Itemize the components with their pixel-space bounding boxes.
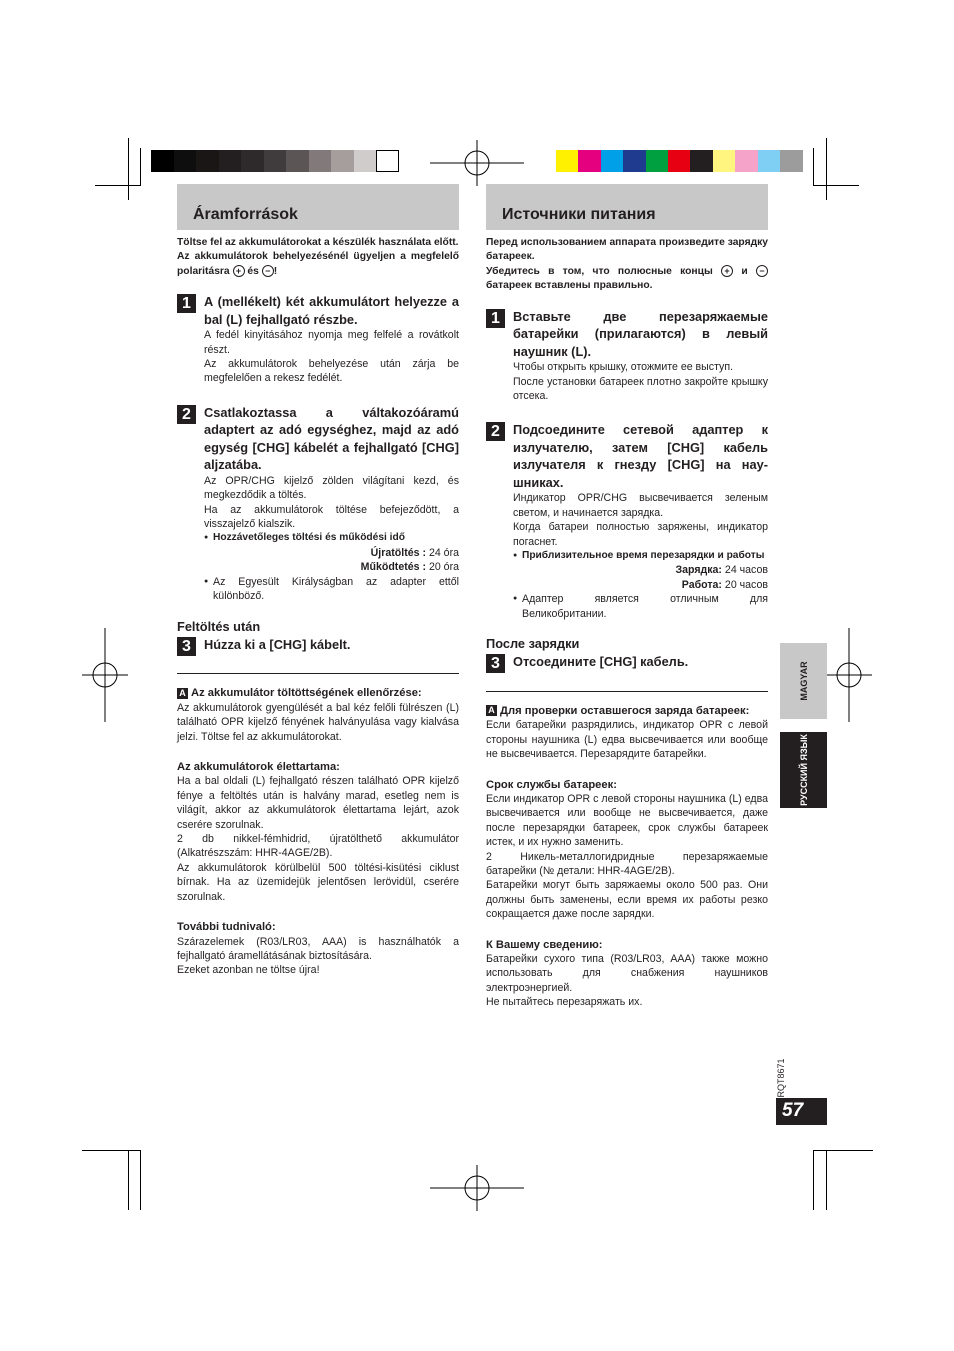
step-title: Вставьте две перезаряжаемые батарейки (прилагаются) в левый наушник (L). <box>513 308 768 359</box>
paragraph: 2 db nikkel-fémhidrid, újratölthető akkumulátor (Alkatrészszám: HHR-4AGE/2B). <box>177 833 459 860</box>
color-swatch <box>623 150 646 172</box>
color-swatch <box>601 150 624 172</box>
note-a-icon: A <box>177 688 188 699</box>
color-swatch <box>668 150 691 172</box>
page-number: 57 <box>776 1098 827 1125</box>
plus-icon: + <box>721 265 733 277</box>
step-title: Отсоедините [CHG] кабель. <box>513 654 689 670</box>
step-number: 1 <box>177 294 196 313</box>
step-text: Чтобы открыть крышку, отожмите ее выступ. <box>513 361 734 374</box>
paragraph: Батарейки могут быть заряжаемы около 500 раз. Они должны быть заменены, если время их работы резко сокращается даже после зарядки. <box>486 879 768 921</box>
note-a-icon: A <box>486 705 497 716</box>
section-heading: Az akkumulátorok élettartama: <box>177 761 340 774</box>
language-tab-russian: РУССКИЙ ЯЗЫК <box>780 732 827 808</box>
section-heading: К Вашему сведению: <box>486 938 603 951</box>
intro-polarity: Az akkumulátorok behelyezésénél ügyeljen a megfelelő polaritásra + és − ! <box>177 251 459 277</box>
subheading: После зарядки <box>486 636 580 651</box>
color-swatch <box>174 150 197 172</box>
section-heading: További tudnivaló: <box>177 921 276 934</box>
registration-mark-left <box>82 628 128 722</box>
right-header <box>486 184 768 230</box>
step-text: Индикатор OPR/CHG высвечивается зеленым светом, и начинается зарядка. <box>513 492 768 519</box>
page-title: Источники питания <box>502 206 656 223</box>
intro-text: Töltse fel az akkumulátorokat a készülék használata előtt. <box>177 237 459 248</box>
color-swatch <box>780 150 803 172</box>
list-item: ● Адаптер является отличным для Великобритании. <box>513 592 768 621</box>
divider <box>486 691 768 692</box>
color-swatch <box>690 150 713 172</box>
time-row: Működtetés : 20 óra <box>360 561 459 574</box>
step-text: Az akkumulátorok behelyezése után zárja be megfelelően a rekesz fedélét. <box>204 358 459 385</box>
list-item: ● Az Egyesült Királyságban az adapter ettől különböző. <box>204 575 459 604</box>
list-item: ● Приблизительное время перезарядки и работы <box>513 549 768 563</box>
step-number: 3 <box>177 637 196 656</box>
paragraph: Если индикатор OPR с левой стороны наушника (L) едва высвечивается или вообще не высвечивается, даже после перезарядки батареек, срок службы батареек истек, и их нужно заменить. <box>486 792 768 849</box>
paragraph: Ha a bal oldali (L) fejhallgató részen található OPR kijelző fénye a feltöltés után is halvány marad, esetleg nem is világít, akkor az akkumulátorok élettartama lejárt, azok cserére szorulnak. <box>177 775 459 831</box>
color-swatch <box>646 150 669 172</box>
plus-icon: + <box>233 265 245 277</box>
color-swatch <box>264 150 287 172</box>
step-text: Ha az akkumulátorok töltése befejeződött, a visszajelző kialszik. <box>204 503 459 531</box>
registration-mark-right <box>826 628 872 722</box>
page-title: Áramforrások <box>193 206 298 223</box>
section-heading: A Для проверки оставшегося заряда батареек: <box>486 704 768 718</box>
color-swatch <box>241 150 264 172</box>
registration-mark-top <box>430 140 524 186</box>
step-text: Az OPR/CHG kijelző zölden világítani kezd, és megkezdődik a töltés. <box>204 474 459 502</box>
divider <box>177 673 459 674</box>
left-header <box>177 184 459 230</box>
color-swatch <box>556 150 579 172</box>
step-2 <box>486 421 768 621</box>
paragraph: Не пытайтесь перезаряжать их. <box>486 996 643 1009</box>
step-title: A (mellékelt) két akkumulátort helyezze a bal (L) fejhallgató részbe. <box>204 294 459 327</box>
list-item: ● Hozzávetőleges töltési és működési idő <box>204 531 459 545</box>
color-swatch <box>713 150 736 172</box>
section-heading: A Az akkumulátor töltöttségének ellenőrzése: <box>177 686 459 700</box>
step-3 <box>486 653 768 671</box>
intro-polarity: Убедитесь в том, что полюсные концы + и − батареек вставлены правильно. <box>486 265 768 294</box>
step-1 <box>486 308 768 404</box>
section-heading: Срок службы батареек: <box>486 778 617 791</box>
paragraph: Ezeket azonban ne töltse újra! <box>177 964 320 977</box>
step-text: Когда батареи полностью заряжены, индикатор погаснет. <box>513 521 768 548</box>
step-text: A fedél kinyitásához nyomja meg felfelé a rovátkolt részt. <box>204 329 459 356</box>
paragraph: Если батарейки разрядились, индикатор OPR с левой стороны наушника (L) едва высвечивается или вообще не высвечивается. Перезарядите батарейки. <box>486 719 768 761</box>
color-swatch <box>578 150 601 172</box>
paragraph: Az akkumulátorok körülbelül 500 töltési-kisütési ciklust bírnak. Ha az üzemidejük jelentősen lerövidül, cserére szorulnak. <box>177 861 459 903</box>
step-number: 2 <box>486 422 505 441</box>
step-title: Csatlakoztassa a váltakozóáramú adaptert az adó egységhez, majd az adó egység [CHG] kábelét a fejhallgató [CHG] aljzatába. <box>204 404 459 473</box>
paragraph: 2 Никель-металлогидридные перезаряжаемые батарейки (№ детали: HHR-4AGE/2B). <box>486 850 768 877</box>
color-swatch <box>151 150 174 172</box>
color-swatch <box>196 150 219 172</box>
step-number: 3 <box>486 654 505 673</box>
document-code: RQT8671 <box>776 1058 786 1098</box>
color-swatch <box>331 150 354 172</box>
color-swatch <box>286 150 309 172</box>
language-tab-magyar: MAGYAR <box>780 643 827 719</box>
paragraph: Батарейки сухого типа (R03/LR03, AAA) также можно использовать для снабжения наушников электроэнергией. <box>486 953 768 994</box>
step-title: Подсоедините сетевой адаптер к излучателю, затем [CHG] кабель излучателя к гнезду [CHG] на наушниках. <box>513 422 768 490</box>
intro-text: Перед использованием аппарата произведите зарядку батареек. <box>486 237 768 263</box>
time-row: Зарядка: 24 часов <box>675 564 768 577</box>
step-title: Húzza ki a [CHG] kábelt. <box>204 636 351 652</box>
minus-icon: − <box>756 265 768 277</box>
registration-mark-bottom <box>430 1165 524 1211</box>
step-text: После установки батареек плотно закройте крышку отсека. <box>513 375 768 402</box>
subheading: Feltöltés után <box>177 618 261 634</box>
step-number: 1 <box>486 309 505 328</box>
time-row: Újratöltés : 24 óra <box>370 546 459 559</box>
paragraph: Az akkumulátorok gyengülését a bal kéz felőli fülrészen (L) található OPR kijelző fényének halványulása vagy kialvása jelzi. Töltse fel az akkumulátorokat. <box>177 701 459 743</box>
color-swatch <box>735 150 758 172</box>
color-swatch <box>309 150 332 172</box>
color-swatch <box>219 150 242 172</box>
color-swatch <box>376 150 399 172</box>
minus-icon: − <box>262 265 274 277</box>
right-column <box>486 236 768 1010</box>
step-3 <box>177 636 459 654</box>
color-swatch <box>758 150 781 172</box>
time-row: Работа: 20 часов <box>681 578 768 591</box>
left-column <box>177 236 459 978</box>
color-swatch <box>354 150 377 172</box>
paragraph: Szárazelemek (R03/LR03, AAA) is használhatók a fejhallgató áramellátásának biztosítására. <box>177 935 459 962</box>
step-1 <box>177 293 459 386</box>
step-number: 2 <box>177 405 196 424</box>
step-2 <box>177 404 459 604</box>
